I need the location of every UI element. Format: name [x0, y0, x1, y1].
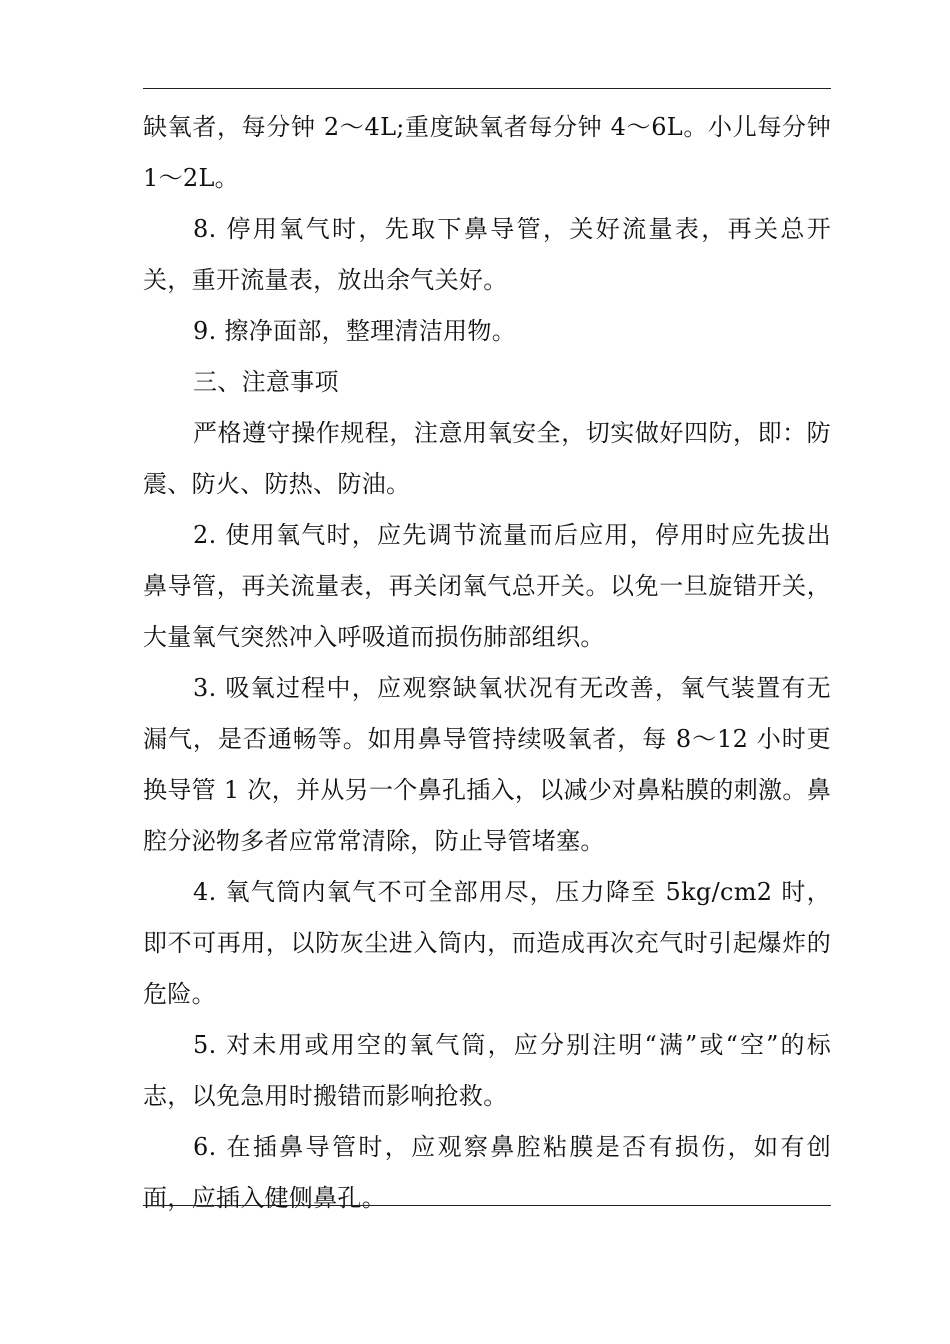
paragraph-precaution-4-cylinder-pressure: 4. 氧气筒内氧气不可全部用尽，压力降至 5kg/cm2 时，即不可再用，以防灰尘进入筒内，而造成再次充气时引起爆炸的危险。: [143, 878, 831, 1008]
section-heading-precautions: 三、注意事项: [193, 368, 339, 396]
paragraph-step-9-clean-up: 9. 擦净面部，整理清洁用物。: [193, 317, 517, 345]
paragraph-precaution-2-usage-order: 2. 使用氧气时，应先调节流量而后应用，停用时应先拔出鼻导管，再关流量表，再关闭氧气总开关。以免一旦旋错开关，大量氧气突然冲入呼吸道而损伤肺部组织。: [143, 521, 831, 651]
header-rule: [143, 88, 831, 89]
document-body: [143, 102, 831, 1224]
paragraph-precaution-1-safety: 严格遵守操作规程，注意用氧安全，切实做好四防，即：防震、防火、防热、防油。: [143, 419, 831, 498]
paragraph-step-8-stop-oxygen: 8. 停用氧气时，先取下鼻导管，关好流量表，再关总开关，重开流量表，放出余气关好。: [143, 215, 831, 294]
paragraph-precaution-5-labeling: 5. 对未用或用空的氧气筒，应分别注明“满”或“空”的标志，以免急用时搬错而影响抢救。: [143, 1031, 831, 1110]
footer-rule: [143, 1205, 831, 1206]
paragraph-precaution-6-nasal-mucosa: 6. 在插鼻导管时，应观察鼻腔粘膜是否有损伤，如有创面，应插入健侧鼻孔。: [143, 1133, 831, 1212]
paragraph-precaution-3-observation: 3. 吸氧过程中，应观察缺氧状况有无改善，氧气装置有无漏气，是否通畅等。如用鼻导管持续吸氧者，每 8〜12 小时更换导管 1 次，并从另一个鼻孔插入，以减少对鼻粘膜的刺激。鼻腔分泌物多者应常常清除，防止导管堵塞。: [143, 674, 831, 855]
paragraph-oxygen-flow-rate: 缺氧者，每分钟 2〜4L;重度缺氧者每分钟 4〜6L。小儿每分钟 1〜2L。: [143, 113, 831, 192]
